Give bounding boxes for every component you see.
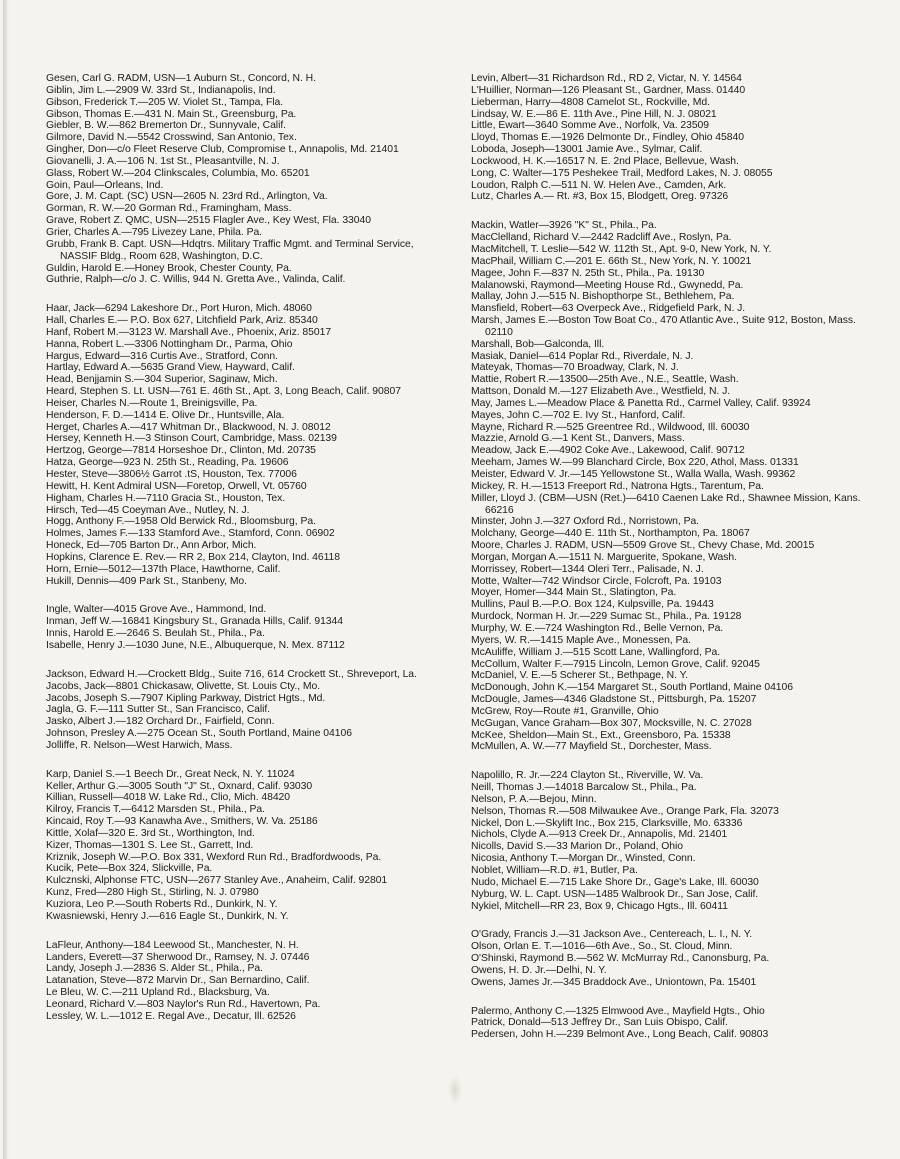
- directory-entry: Le Bleu, W. C.—211 Upland Rd., Blacksburg, Va.: [46, 987, 270, 999]
- directory-entry: MacClelland, Richard V.—2442 Radcliff Ave., Roslyn, Pa.: [471, 232, 732, 244]
- directory-entry: Landy, Joseph J.—2836 S. Alder St., Phila., Pa.: [46, 963, 263, 975]
- directory-entry: Latanation, Steve—872 Marvin Dr., San Bernardino, Calif.: [46, 975, 310, 987]
- directory-entry: Molchany, George—440 E. 11th St., Northampton, Pa. 18067: [471, 528, 750, 540]
- directory-entry: Nyburg, W. L. Capt. USN—1485 Walbrook Dr., San Jose, Calif.: [471, 888, 759, 900]
- directory-group: [46, 303, 446, 587]
- directory-entry: Henderson, F. D.—1414 E. Olive Dr., Huntsville, Ala.: [46, 409, 285, 421]
- directory-entry: Kittle, Xolaf—320 E. 3rd St., Worthington, Ind.: [46, 827, 255, 839]
- directory-entry: Loboda, Joseph—13001 Jamie Ave., Sylmar, Calif.: [471, 144, 703, 156]
- directory-entry: Karp, Daniel S.—1 Beech Dr., Great Neck, N. Y. 11024: [46, 768, 295, 780]
- directory-entry: Kulcznski, Alphonse FTC, USN—2677 Stanley Ave., Anaheim, Calif. 92801: [46, 875, 388, 887]
- directory-group: [471, 929, 876, 988]
- directory-entry: Jolliffe, R. Nelson—West Harwich, Mass.: [46, 739, 233, 751]
- directory-entry: Mayes, John C.—702 E. Ivy St., Hanford, Calif.: [471, 409, 686, 421]
- directory-group: [46, 73, 446, 286]
- directory-group: [471, 73, 876, 203]
- directory-entry: Miller, Lloyd J. (CBM—USN (Ret.)—6410 Caenen Lake Rd., Shawnee Mission, Kans. 66216: [471, 492, 861, 516]
- directory-entry: Hertzog, George—7814 Horseshoe Dr., Clinton, Md. 20735: [46, 445, 316, 457]
- directory-entry: Morrissey, Robert—1344 Oleri Terr., Palisade, N. J.: [471, 563, 704, 575]
- directory-entry: Patrick, Donald—513 Jeffrey Dr., San Luis Obispo, Calif.: [471, 1017, 728, 1029]
- directory-entry: Mattson, Donald M.—127 Elizabeth Ave., Westfield, N. J.: [471, 386, 731, 398]
- directory-entry: Jacobs, Joseph S.—7907 Kipling Parkway, District Hgts., Md.: [46, 692, 326, 704]
- directory-entry: Kunz, Fred—280 High St., Stirling, N. J. 07980: [46, 887, 259, 899]
- directory-entry: McKee, Sheldon—Main St., Ext., Greensboro, Pa. 15338: [471, 729, 731, 741]
- directory-entry: Hewitt, H. Kent Admiral USN—Foretop, Orwell, Vt. 05760: [46, 480, 307, 492]
- directory-entry: McDougle, James—4346 Gladstone St., Pittsburgh, Pa. 15207: [471, 694, 757, 706]
- directory-entry: Killian, Russell—4018 W. Lake Rd., Clio, Mich. 48420: [46, 792, 291, 804]
- directory-group: [46, 769, 446, 923]
- directory-entry: Mallay, John J.—515 N. Bishopthorpe St., Bethlehem, Pa.: [471, 291, 735, 303]
- directory-entry: Hanf, Robert M.—3123 W. Marshall Ave., Phoenix, Ariz. 85017: [46, 326, 332, 338]
- directory-group: [471, 1006, 876, 1042]
- directory-entry: Marshall, Bob—Galconda, Ill.: [471, 338, 605, 350]
- directory-entry: Herget, Charles A.—417 Whitman Dr., Blackwood, N. J. 08012: [46, 421, 331, 433]
- directory-entry: Neill, Thomas J.—14018 Barcalow St., Phila., Pa.: [471, 782, 697, 794]
- directory-entry: Gorman, R. W.—20 Gorman Rd., Framingham, Mass.: [46, 203, 292, 215]
- directory-entry: Nudo, Michael E.—715 Lake Shore Dr., Gage's Lake, Ill. 60030: [471, 876, 759, 888]
- directory-entry: Mickey, R. H.—1513 Freeport Rd., Natrona Hgts., Tarentum, Pa.: [471, 480, 764, 492]
- directory-entry: Guldin, Harold E.—Honey Brook, Chester County, Pa.: [46, 262, 292, 274]
- directory-entry: Hester, Steve—3806½ Garrot .tS, Houston, Tex. 77006: [46, 469, 297, 480]
- directory-entry: Innis, Harold E.—2646 S. Beulah St., Phila., Pa.: [46, 628, 265, 640]
- directory-entry: McGrew, Roy—Route #1, Granville, Ohio: [471, 705, 659, 717]
- directory-entry: Kucik, Pete—Box 324, Slickville, Pa.: [46, 863, 213, 875]
- directory-entry: Hirsch, Ted—45 Coeyman Ave., Nutley, N. J.: [46, 504, 250, 516]
- directory-entry: Jacobs, Jack—8801 Chickasaw, Olivette, St. Louis Cty., Mo.: [46, 680, 321, 692]
- directory-entry: Grave, Robert Z. QMC, USN—2515 Flagler Ave., Key West, Fla. 33040: [46, 215, 371, 227]
- directory-entry: Hartlay, Edward A.—5635 Grand View, Hayward, Calif.: [46, 362, 295, 374]
- directory-entry: Hopkins, Clarence E. Rev.— RR 2, Box 214, Clayton, Ind. 46118: [46, 551, 341, 563]
- directory-entry: Owens, James Jr.—345 Braddock Ave., Uniontown, Pa. 15401: [471, 976, 757, 988]
- directory-entry: Noblet, William—R.D. #1, Butler, Pa.: [471, 865, 638, 876]
- scan-smudge: [448, 1075, 462, 1105]
- directory-entry: Nelson, Thomas R.—508 Milwaukee Ave., Orange Park, Fla. 32073: [471, 805, 779, 817]
- directory-entry: Mayne, Richard R.—525 Greentree Rd., Wildwood, Ill. 60030: [471, 421, 750, 433]
- directory-entry: Nichols, Clyde A.—913 Creek Dr., Annapolis, Md. 21401: [471, 829, 728, 841]
- directory-entry: Lieberman, Harry—4808 Camelot St., Rockville, Md.: [471, 96, 710, 108]
- directory-entry: Haar, Jack—6294 Lakeshore Dr., Port Huron, Mich. 48060: [46, 303, 312, 315]
- directory-entry: Mazzie, Arnold G.—1 Kent St., Danvers, Mass.: [471, 433, 685, 445]
- directory-entry: Nicosia, Anthony T.—Morgan Dr., Winsted, Conn.: [471, 853, 696, 865]
- directory-group: [471, 220, 876, 753]
- directory-entry: Morgan, Morgan A.—1511 N. Marguerite, Spokane, Wash.: [471, 551, 737, 563]
- directory-entry: Horn, Ernie—5012—137th Place, Hawthorne, Calif.: [46, 563, 281, 575]
- directory-entry: MacMitchell, T. Leslie—542 W. 112th St., Apt. 9-0, New York, N. Y.: [471, 243, 772, 255]
- directory-entry: Mateyak, Thomas—70 Broadway, Clark, N. J.: [471, 362, 679, 374]
- right-column: [471, 73, 876, 1058]
- directory-entry: Murdock, Norman H. Jr.—229 Sumac St., Phila., Pa. 19128: [471, 611, 742, 623]
- directory-entry: Malanowski, Raymond—Meeting House Rd., Gwynedd, Pa.: [471, 279, 744, 291]
- directory-entry: Hall, Charles E.— P.O. Box 627, Litchfield Park, Ariz. 85340: [46, 315, 318, 327]
- directory-entry: Goin, Paul—Orleans, Ind.: [46, 179, 164, 191]
- directory-entry: Kizer, Thomas—1301 S. Lee St., Garrett, Ind.: [46, 839, 254, 851]
- directory-entry: Myers, W. R.—1415 Maple Ave., Monessen, Pa.: [471, 634, 691, 646]
- directory-entry: Isabelle, Henry J.—1030 June, N.E., Albuquerque, N. Mex. 87112: [46, 639, 345, 651]
- directory-entry: Murphy, W. E.—724 Washington Rd., Belle Vernon, Pa.: [471, 622, 724, 634]
- directory-entry: Head, Benjjamin S.—304 Superior, Saginaw, Mich.: [46, 374, 278, 386]
- directory-entry: Moore, Charles J. RADM, USN—5509 Grove St., Chevy Chase, Md. 20015: [471, 540, 815, 552]
- directory-entry: Little, Ewart—3640 Somme Ave., Norfolk, Va. 23509: [471, 120, 710, 132]
- directory-group: [46, 940, 446, 1023]
- directory-entry: Nykiel, Mitchell—RR 23, Box 9, Chicago Hgts., Ill. 60411: [471, 900, 728, 912]
- directory-entry: Jagla, G. F.—111 Sutter St., San Francisco, Calif.: [46, 704, 271, 716]
- left-column: [46, 73, 446, 1040]
- directory-entry: Gilmore, David N.—5542 Crosswind, San Antonio, Tex.: [46, 132, 297, 144]
- directory-entry: Ingle, Walter—4015 Grove Ave., Hammond, Ind.: [46, 604, 267, 616]
- directory-entry: Lockwood, H. K.—16517 N. E. 2nd Place, Bellevue, Wash.: [471, 155, 739, 167]
- directory-entry: Levin, Albert—31 Richardson Rd., RD 2, Victar, N. Y. 14564: [471, 73, 742, 84]
- directory-entry: Jasko, Albert J.—182 Orchard Dr., Fairfield, Conn.: [46, 716, 275, 728]
- directory-entry: Kuziora, Leo P.—South Roberts Rd., Dunkirk, N. Y.: [46, 899, 278, 910]
- directory-entry: McMullen, A. W.—77 Mayfield St., Dorchester, Mass.: [471, 741, 712, 753]
- directory-entry: Lessley, W. L.—1012 E. Regal Ave., Decatur, Ill. 62526: [46, 1010, 296, 1022]
- directory-entry: Grubb, Frank B. Capt. USN—Hdqtrs. Military Traffic Mgmt. and Terminal Service, NASSIF Bldg., Room 628, Washington, D.C.: [46, 238, 414, 262]
- directory-entry: Kriznik, Joseph W.—P.O. Box 331, Wexford Run Rd., Bradfordwoods, Pa.: [46, 851, 382, 863]
- directory-entry: Loudon, Ralph C.—511 N. W. Helen Ave., Camden, Ark.: [471, 179, 727, 191]
- directory-group: [46, 604, 446, 651]
- scan-edge: [3, 0, 9, 1159]
- directory-entry: Owens, H. D. Jr.—Delhi, N. Y.: [471, 964, 607, 976]
- directory-entry: Mullins, Paul B.—P.O. Box 124, Kulpsville, Pa. 19443: [471, 599, 714, 611]
- directory-entry: McCollum, Walter F.—7915 Lincoln, Lemon Grove, Calif. 92045: [471, 658, 760, 670]
- directory-group: [471, 770, 876, 912]
- directory-entry: May, James L.—Meadow Place & Panetta Rd., Carmel Valley, Calif. 93924: [471, 397, 811, 409]
- directory-entry: Guthrie, Ralph—c/o J. C. Willis, 944 N. Gretta Ave., Valinda, Calif.: [46, 274, 346, 286]
- directory-entry: Olson, Orlan E. T.—1016—6th Ave., So., St. Cloud, Minn.: [471, 941, 733, 953]
- directory-entry: Marsh, James E.—Boston Tow Boat Co., 470 Atlantic Ave., Suite 912, Boston, Mass. 02110: [471, 315, 856, 338]
- directory-entry: Gibson, Frederick T.—205 W. Violet St., Tampa, Fla.: [46, 96, 284, 108]
- directory-entry: Mackin, Watler—3926 "K" St., Phila., Pa.: [471, 220, 657, 232]
- directory-entry: Kilroy, Francis T.—6412 Marsden St., Phila., Pa.: [46, 804, 265, 816]
- directory-entry: Mattie, Robert R.—13500—25th Ave., N.E., Seattle, Wash.: [471, 374, 739, 386]
- directory-entry: Hukill, Dennis—409 Park St., Stanbeny, Mo.: [46, 575, 247, 587]
- directory-entry: Meadow, Jack E.—4902 Coke Ave., Lakewood, Calif. 90712: [471, 445, 745, 457]
- directory-entry: Landers, Everett—37 Sherwood Dr., Ramsey, N. J. 07446: [46, 951, 310, 963]
- directory-entry: LaFleur, Anthony—184 Leewood St., Manchester, N. H.: [46, 939, 299, 951]
- directory-entry: Napolillo, R. Jr.—224 Clayton St., Riverville, W. Va.: [471, 770, 704, 782]
- directory-entry: Giblin, Jim L.—2909 W. 33rd St., Indianapolis, Ind.: [46, 84, 276, 96]
- directory-entry: Hanna, Robert L.—3306 Nottingham Dr., Parma, Ohio: [46, 338, 293, 350]
- directory-entry: Mansfield, Robert—63 Overpeck Ave., Ridgefield Park, N. J.: [471, 303, 746, 315]
- directory-entry: Giovanelli, J. A.—106 N. 1st St., Pleasantville, N. J.: [46, 155, 280, 167]
- directory-entry: McAuliffe, William J.—515 Scott Lane, Wallingford, Pa.: [471, 646, 721, 658]
- directory-entry: Jackson, Edward H.—Crockett Bldg., Suite 716, 614 Crockett St., Shreveport, La.: [46, 668, 417, 680]
- directory-entry: Glass, Robert W.—204 Clinkscales, Columbia, Mo. 65201: [46, 167, 310, 179]
- directory-entry: Motte, Walter—742 Windsor Circle, Folcroft, Pa. 19103: [471, 575, 722, 587]
- directory-entry: McDaniel, V. E.—5 Scherer St., Bethpage, N. Y.: [471, 670, 688, 682]
- directory-entry: Leonard, Richard V.—803 Naylor's Run Rd., Havertown, Pa.: [46, 998, 321, 1010]
- directory-entry: Gibson, Thomas E.—431 N. Main St., Greensburg, Pa.: [46, 108, 297, 120]
- directory-entry: Gesen, Carl G. RADM, USN—1 Auburn St., Concord, N. H.: [46, 73, 316, 84]
- directory-entry: L'Huillier, Norman—126 Pleasant St., Gardner, Mass. 01440: [471, 84, 746, 96]
- directory-entry: Nickel, Don L.—Skylift Inc., Box 215, Clarksville, Mo. 63336: [471, 817, 743, 829]
- directory-entry: Minster, John J.—327 Oxford Rd., Norristown, Pa.: [471, 516, 700, 528]
- directory-entry: Pedersen, John H.—239 Belmont Ave., Long Beach, Calif. 90803: [471, 1029, 769, 1041]
- directory-entry: O'Shinski, Raymond B.—562 W. McMurray Rd., Canonsburg, Pa.: [471, 953, 770, 965]
- directory-entry: Keller, Arthur G.—3005 South "J" St., Oxnard, Calif. 93030: [46, 780, 313, 792]
- directory-entry: Kincaid, Roy T.—93 Kanawha Ave., Smithers, W. Va. 25186: [46, 816, 318, 828]
- directory-entry: Gingher, Don—c/o Fleet Reserve Club, Compromise t., Annapolis, Md. 21401: [46, 144, 399, 156]
- directory-entry: Kwasniewski, Henry J.—616 Eagle St., Dunkirk, N. Y.: [46, 910, 289, 922]
- directory-entry: Hogg, Anthony F.—1958 Old Berwick Rd., Bloomsburg, Pa.: [46, 516, 316, 528]
- directory-entry: Heard, Stephen S. Lt. USN—761 E. 46th St., Apt. 3, Long Beach, Calif. 90807: [46, 386, 401, 398]
- directory-entry: Moyer, Homer—344 Main St., Slatington, Pa.: [471, 587, 677, 599]
- directory-entry: Hargus, Edward—316 Curtis Ave., Stratford, Conn.: [46, 350, 278, 362]
- directory-entry: Honeck, Ed—705 Barton Dr., Ann Arbor, Mich.: [46, 540, 257, 552]
- directory-entry: Palermo, Anthony C.—1325 Elmwood Ave., Mayfield Hgts., Ohio: [471, 1005, 765, 1017]
- directory-entry: Long, C. Walter—175 Peshekee Trail, Medford Lakes, N. J. 08055: [471, 167, 773, 179]
- directory-entry: Lloyd, Thomas E.—1926 Delmonte Dr., Findley, Ohio 45840: [471, 132, 744, 144]
- directory-entry: O'Grady, Francis J.—31 Jackson Ave., Centereach, L. I., N. Y.: [471, 929, 753, 941]
- directory-entry: Nicolls, David S.—33 Marion Dr., Poland, Ohio: [471, 841, 684, 853]
- directory-entry: Johnson, Presley A.—275 Ocean St., South Portland, Maine 04106: [46, 728, 352, 740]
- directory-entry: McDonough, John K.—154 Margaret St., South Portland, Maine 04106: [471, 682, 793, 694]
- directory-entry: Meeham, James W.—99 Blanchard Circle, Box 220, Athol, Mass. 01331: [471, 457, 799, 469]
- directory-entry: Grier, Charles A.—795 Livezey Lane, Phila. Pa.: [46, 226, 263, 238]
- directory-entry: Higham, Charles H.—7110 Gracia St., Houston, Tex.: [46, 492, 286, 504]
- directory-group: [46, 669, 446, 752]
- directory-entry: Meister, Edward V. Jr.—145 Yellowstone St., Walla Walla, Wash. 99362: [471, 469, 796, 480]
- directory-entry: Hatza, George—923 N. 25th St., Reading, Pa. 19606: [46, 457, 289, 469]
- directory-entry: Nelson, P. A.—Bejou, Minn.: [471, 793, 597, 805]
- directory-entry: Lutz, Charles A.— Rt. #3, Box 15, Blodgett, Oreg. 97326: [471, 191, 729, 203]
- directory-entry: Holmes, James F.—133 Stamford Ave., Stamford, Conn. 06902: [46, 528, 335, 540]
- directory-entry: Inman, Jeff W.—16841 Kingsbury St., Granada Hills, Calif. 91344: [46, 616, 343, 628]
- directory-entry: Lindsay, W. E.—86 E. 11th Ave., Pine Hill, N. J. 08021: [471, 108, 717, 120]
- directory-entry: McGugan, Vance Graham—Box 307, Mocksville, N. C. 27028: [471, 717, 752, 729]
- directory-entry: Hersey, Kenneth H.—3 Stinson Court, Cambridge, Mass. 02139: [46, 433, 337, 445]
- directory-entry: Heiser, Charles N.—Route 1, Breinigsville, Pa.: [46, 397, 258, 409]
- directory-entry: Giebler, B. W.—862 Bremerton Dr., Sunnyvale, Calif.: [46, 120, 287, 132]
- directory-entry: Masiak, Daniel—614 Poplar Rd., Riverdale, N. J.: [471, 350, 694, 362]
- directory-entry: Gore, J. M. Capt. (SC) USN—2605 N. 23rd Rd., Arlington, Va.: [46, 191, 328, 203]
- directory-entry: MacPhail, William C.—201 E. 66th St., New York, N. Y. 10021: [471, 255, 752, 267]
- directory-entry: Magee, John F.—837 N. 25th St., Phila., Pa. 19130: [471, 267, 705, 279]
